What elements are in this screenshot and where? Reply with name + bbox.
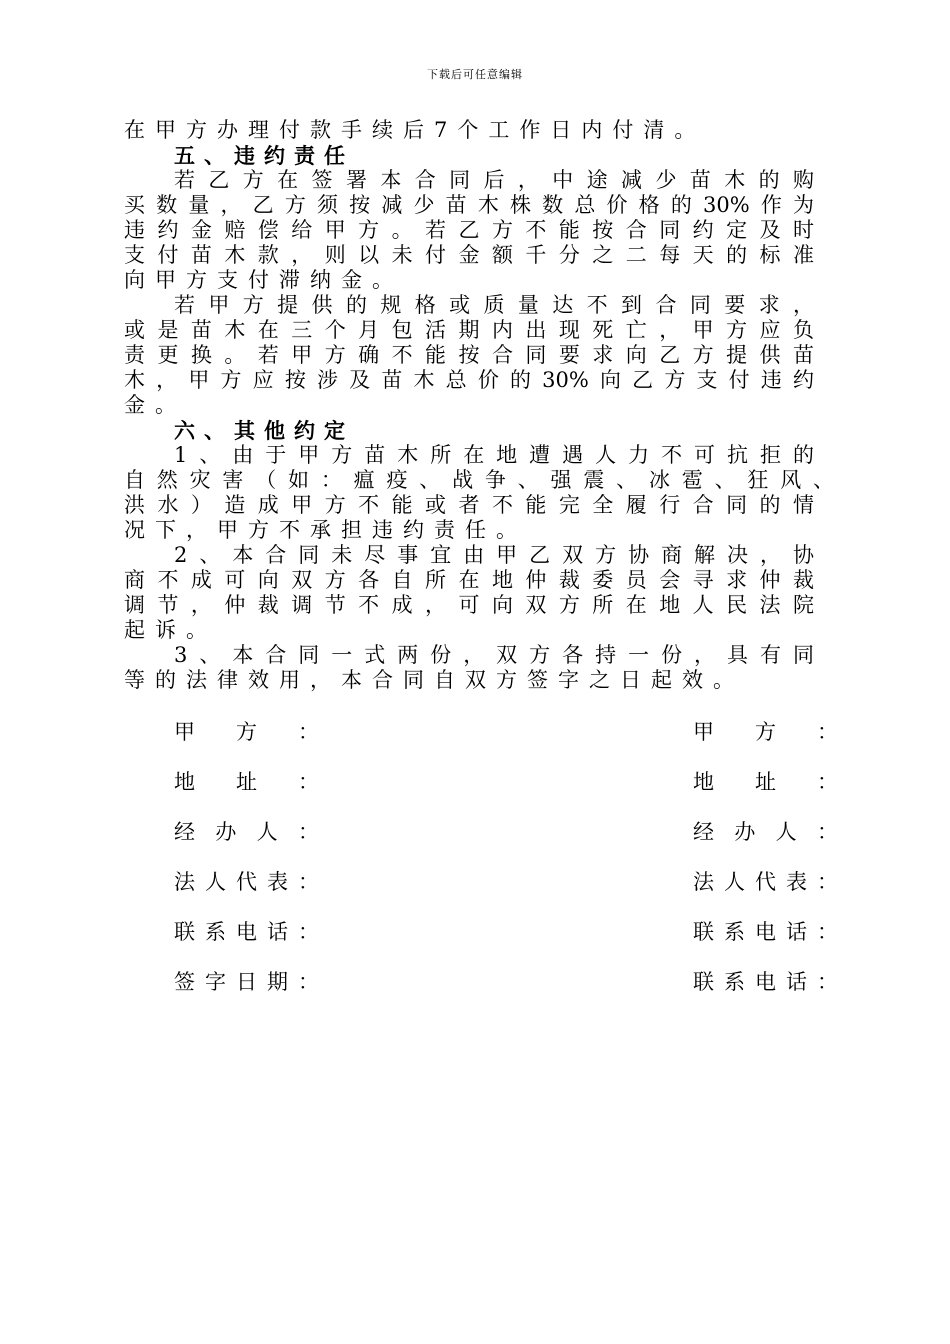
contract-line: 向甲方支付滞纳金。 xyxy=(124,268,403,292)
contract-line: 或是苗木在三个月包活期内出现死亡，甲方应负 xyxy=(124,318,814,342)
section-heading: 五、违约责任 xyxy=(174,143,354,168)
party-a-field-label: 联系电话： xyxy=(174,920,319,944)
party-b-field-label: 法人代表： xyxy=(693,870,838,894)
contract-line: 支付苗木款，则以未付金额千分之二每天的标准 xyxy=(124,243,814,267)
contract-line: 自然灾害（如：瘟疫、战争、强震、冰雹、狂风、 xyxy=(124,468,834,492)
party-a-field-label: 签字日期： xyxy=(174,970,319,994)
contract-line: 若乙方在签署本合同后，中途减少苗木的购 xyxy=(174,168,814,192)
signature-row xyxy=(174,816,840,866)
signature-row xyxy=(174,866,840,916)
party-a-field-label: 法人代表： xyxy=(174,870,319,894)
party-a-field-label: 经办人： xyxy=(174,820,319,844)
contract-line: 买数量，乙方须按减少苗木株数总价格的30%作为 xyxy=(124,193,814,217)
party-b-field-label: 甲方： xyxy=(693,720,838,744)
contract-line: 在甲方办理付款手续后7个工作日内付清。 xyxy=(124,118,706,142)
party-b-field-label: 地址： xyxy=(693,770,838,794)
contract-line: 调节，仲裁调节不成，可向双方所在地人民法院 xyxy=(124,593,814,617)
contract-line: 3、本合同一式两份，双方各持一份，具有同 xyxy=(174,643,814,667)
contract-line: 木，甲方应按涉及苗木总价的30%向乙方支付违约 xyxy=(124,368,814,392)
party-b-field-label: 联系电话： xyxy=(693,970,838,994)
contract-line: 起诉。 xyxy=(124,618,217,642)
signature-block xyxy=(174,716,840,1016)
contract-line: 商不成可向双方各自所在地仲裁委员会寻求仲裁 xyxy=(124,568,814,592)
party-b-field-label: 联系电话： xyxy=(693,920,838,944)
contract-line: 况下，甲方不承担违约责任。 xyxy=(124,518,527,542)
contract-line: 2、本合同未尽事宜由甲乙双方协商解决，协 xyxy=(174,543,814,567)
signature-row xyxy=(174,716,840,766)
contract-line: 金。 xyxy=(124,393,186,417)
section-heading: 六、其他约定 xyxy=(174,418,354,443)
contract-line: 违约金赔偿给甲方。若乙方不能按合同约定及时 xyxy=(124,218,814,242)
party-b-field-label: 经办人： xyxy=(693,820,838,844)
contract-line: 1、由于甲方苗木所在地遭遇人力不可抗拒的 xyxy=(174,443,814,467)
page-header: 下载后可任意编辑 xyxy=(427,68,523,81)
contract-body xyxy=(124,118,834,693)
contract-line: 等的法律效用，本合同自双方签字之日起效。 xyxy=(124,668,744,692)
contract-line: 若甲方提供的规格或质量达不到合同要求， xyxy=(174,293,814,317)
party-a-field-label: 甲方： xyxy=(174,720,319,744)
signature-row xyxy=(174,916,840,966)
party-a-field-label: 地址： xyxy=(174,770,319,794)
contract-line: 洪水）造成甲方不能或者不能完全履行合同的情 xyxy=(124,493,814,517)
signature-row xyxy=(174,966,840,1016)
contract-line: 责更换。若甲方确不能按合同要求向乙方提供苗 xyxy=(124,343,814,367)
signature-row xyxy=(174,766,840,816)
